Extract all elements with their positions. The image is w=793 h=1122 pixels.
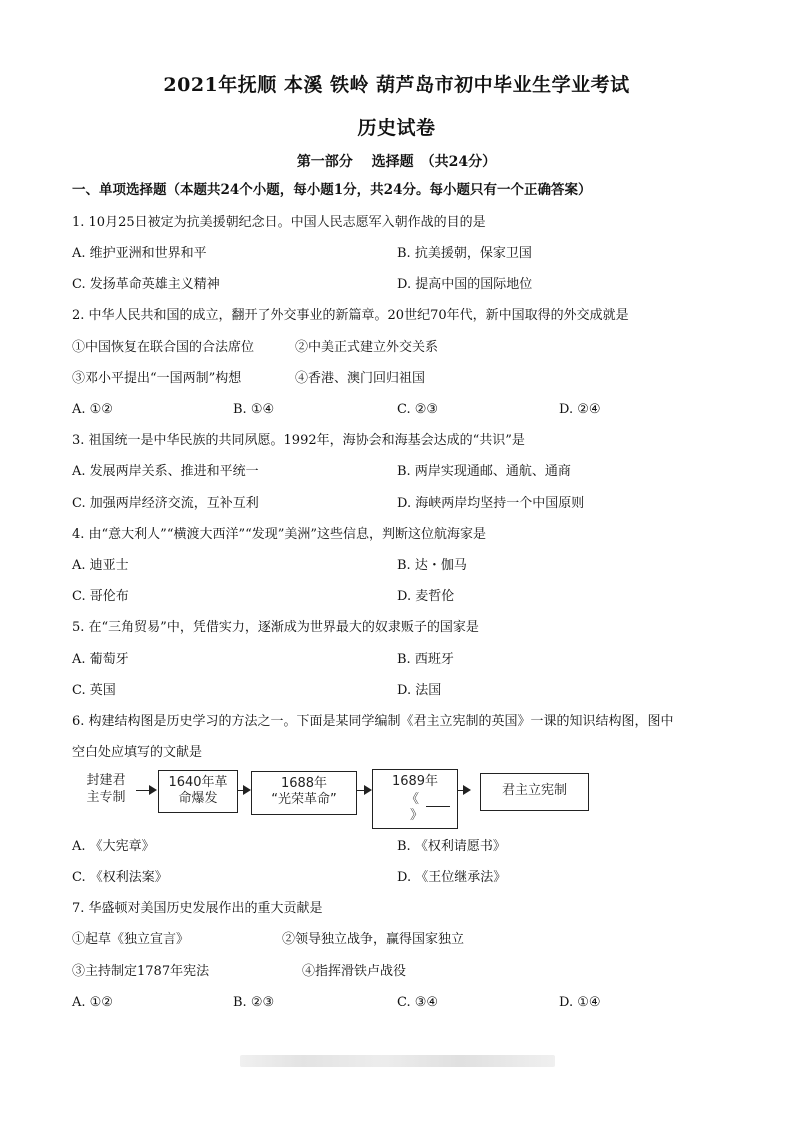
question-7-item-4: ④指挥滑铁卢战役 xyxy=(302,964,407,979)
question-3-option-b: B. 两岸实现通邮、通航、通商 xyxy=(397,464,571,479)
exam-title: 2021年抚顺 本溪 铁岭 葫芦岛市初中毕业生学业考试 xyxy=(163,74,630,96)
question-2-item-2: ②中美正式建立外交关系 xyxy=(295,340,439,355)
question-7-option-a: A. ①② xyxy=(72,995,113,1010)
question-2-item-4: ④香港、澳门回归祖国 xyxy=(295,371,426,386)
question-6-option-b: B. 《权利请愿书》 xyxy=(397,839,506,854)
question-7-option-b: B. ②③ xyxy=(233,995,275,1010)
diagram-node-1688-line-1: 1688年 xyxy=(280,776,328,791)
question-5-option-d: D. 法国 xyxy=(397,683,442,698)
diagram-node-1689-line-1: 1689年 xyxy=(391,774,439,789)
diagram-arrow-head xyxy=(463,785,471,795)
diagram-node-1688-line-2: “光荣革命” xyxy=(271,792,337,807)
diagram-arrow-head xyxy=(149,785,157,795)
question-4-option-a: A. 迪亚士 xyxy=(72,558,129,573)
diagram-node-1640-line-2: 命爆发 xyxy=(178,791,218,806)
question-5-option-c: C. 英国 xyxy=(72,683,116,698)
exam-subtitle: 历史试卷 xyxy=(357,117,436,139)
question-6-stem-line-2: 空白处应填写的文献是 xyxy=(72,745,203,760)
question-3-option-c: C. 加强两岸经济交流，互补互利 xyxy=(72,496,259,511)
question-4-option-d: D. 麦哲伦 xyxy=(397,589,455,604)
question-2-option-b: B. ①④ xyxy=(233,402,275,417)
diagram-arrow xyxy=(136,790,150,791)
question-4-option-c: C. 哥伦布 xyxy=(72,589,129,604)
diagram-arrow-head xyxy=(243,785,251,795)
diagram-node-feudal-monarchy-line-2: 主专制 xyxy=(86,790,126,805)
question-2-option-a: A. ①② xyxy=(72,402,113,417)
diagram-arrow-head xyxy=(364,785,372,795)
question-7-item-1: ①起草《独立宣言》 xyxy=(72,932,190,947)
question-2-stem: 2. 中华人民共和国的成立，翻开了外交事业的新篇章。20世纪70年代，新中国取得的外交成就是 xyxy=(72,308,629,323)
question-3-option-a: A. 发展两岸关系、推进和平统一 xyxy=(72,464,259,479)
section-heading: 一、单项选择题（本题共24个小题，每小题1分，共24分。每小题只有一个正确答案） xyxy=(72,182,592,198)
diagram-node-1640-line-1: 1640年革 xyxy=(168,775,228,790)
question-2-item-3: ③邓小平提出“一国两制”构想 xyxy=(72,371,242,386)
question-7-item-3: ③主持制定1787年宪法 xyxy=(72,964,210,979)
question-3-option-d: D. 海峡两岸均坚持一个中国原则 xyxy=(397,496,585,511)
structure-diagram xyxy=(70,766,590,832)
question-3-stem: 3. 祖国统一是中华民族的共同夙愿。1992年，海协会和海基会达成的“共识”是 xyxy=(72,433,525,448)
blurred-watermark-footer xyxy=(240,1055,555,1067)
diagram-node-feudal-monarchy-line-1: 封建君 xyxy=(86,773,126,788)
question-7-option-d: D. ①④ xyxy=(559,995,601,1010)
question-1-option-b: B. 抗美援朝，保家卫国 xyxy=(397,246,532,261)
question-1-option-a: A. 维护亚洲和世界和平 xyxy=(72,246,207,261)
question-7-item-2: ②领导独立战争，赢得国家独立 xyxy=(282,932,465,947)
question-7-option-c: C. ③④ xyxy=(397,995,439,1010)
diagram-node-constitutional-monarchy-label: 君主立宪制 xyxy=(501,783,567,798)
diagram-blank-line xyxy=(426,806,450,807)
question-7-stem: 7. 华盛顿对美国历史发展作出的重大贡献是 xyxy=(72,901,323,916)
question-1-option-c: C. 发扬革命英雄主义精神 xyxy=(72,277,220,292)
question-2-item-1: ①中国恢复在联合国的合法席位 xyxy=(72,340,255,355)
question-1-stem: 1. 10月25日被定为抗美援朝纪念日。中国人民志愿军入朝作战的目的是 xyxy=(72,215,486,230)
question-5-option-a: A. 葡萄牙 xyxy=(72,652,129,667)
question-4-stem: 4. 由“意大利人”“横渡大西洋”“发现”美洲”这些信息，判断这位航海家是 xyxy=(72,527,487,542)
question-6-option-a: A. 《大宪章》 xyxy=(72,839,155,854)
question-2-option-c: C. ②③ xyxy=(397,402,439,417)
diagram-node-1689-open-bracket: 《 xyxy=(406,792,420,807)
question-5-stem: 5. 在“三角贸易”中，凭借实力，逐渐成为世界最大的奴隶贩子的国家是 xyxy=(72,620,479,635)
question-6-option-d: D. 《王位继承法》 xyxy=(397,870,507,885)
question-5-option-b: B. 西班牙 xyxy=(397,652,454,667)
part-heading: 第一部分 选择题 （共24分） xyxy=(296,154,497,170)
question-6-stem-line-1: 6. 构建结构图是历史学习的方法之一。下面是某同学编制《君主立宪制的英国》一课的知识结构图，图中 xyxy=(72,714,674,729)
diagram-node-1689-close-bracket: 》 xyxy=(410,808,424,823)
question-2-option-d: D. ②④ xyxy=(559,402,601,417)
question-1-option-d: D. 提高中国的国际地位 xyxy=(397,277,533,292)
question-4-option-b: B. 达・伽马 xyxy=(397,558,467,573)
question-6-option-c: C. 《权利法案》 xyxy=(72,870,168,885)
